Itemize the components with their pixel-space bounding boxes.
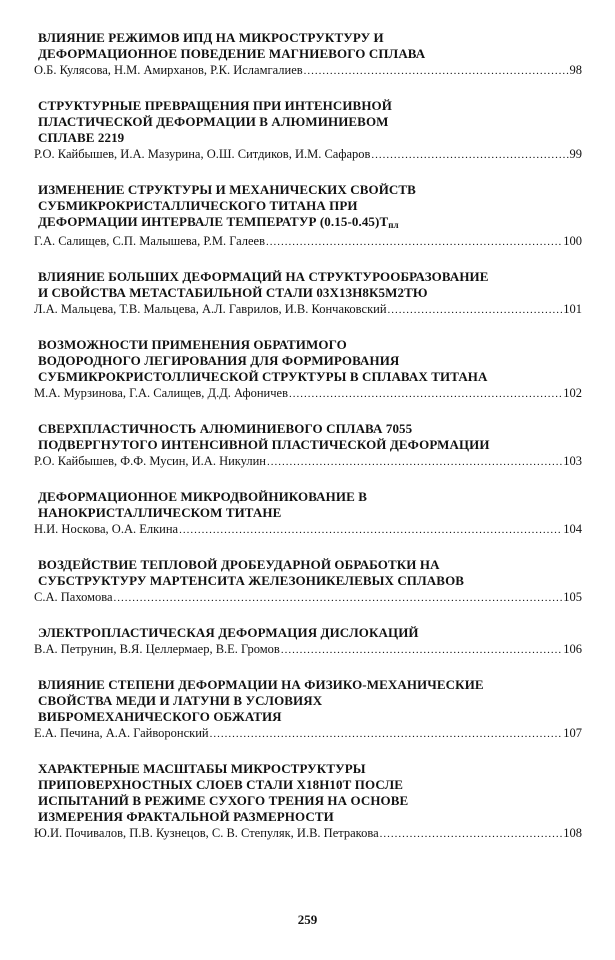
entry-title-text: ЭЛЕКТРОПЛАСТИЧЕСКАЯ ДЕФОРМАЦИЯ ДИСЛОКАЦИЙ [38,625,419,640]
toc-entry [34,98,582,163]
toc-entry [34,489,582,538]
entry-title [34,677,582,725]
toc-entry [34,625,582,658]
entry-authors-line [34,825,582,842]
toc-entry [34,269,582,318]
entry-title-line [38,693,582,709]
entry-title [34,30,582,62]
entry-title-text: И СВОЙСТВА МЕТАСТАБИЛЬНОЙ СТАЛИ 03Х13Н8К5М2ТЮ [38,285,428,300]
entry-authors: С.А. Пахомова [34,590,113,604]
entry-title-text: СПЛАВЕ 2219 [38,130,125,145]
entry-authors-line [34,62,582,79]
entry-authors: Л.А. Мальцева, Т.В. Мальцева, А.Л. Гаврилов, И.В. Кончаковский [34,302,387,316]
entry-title-text: ДЕФОРМАЦИИ ИНТЕРВАЛЕ ТЕМПЕРАТУР (0.15-0.45)Т [38,214,389,229]
entry-title-line [38,214,582,233]
entry-authors: Ю.И. Почивалов, П.В. Кузнецов, С. В. Степуляк, И.В. Петракова [34,826,379,840]
entry-title [34,421,582,453]
entry-authors-line [34,453,582,470]
entry-title-line [38,285,582,301]
dot-leader [281,642,562,658]
entry-page-number: 103 [563,454,582,468]
entry-title-line [38,182,582,198]
entry-page-number: 108 [563,826,582,840]
table-of-contents [34,30,582,861]
entry-title-line [38,505,582,521]
entry-title-text: ПРИПОВЕРХНОСТНЫХ СЛОЕВ СТАЛИ Х18Н10Т ПОСЛЕ [38,777,404,792]
entry-title [34,269,582,301]
entry-title-text: ВЛИЯНИЕ БОЛЬШИХ ДЕФОРМАЦИЙ НА СТРУКТУРООБРАЗОВАНИЕ [38,269,489,284]
entry-title-text: ХАРАКТЕРНЫЕ МАСШТАБЫ МИКРОСТРУКТУРЫ [38,761,366,776]
entry-page-number: 105 [563,590,582,604]
entry-title [34,557,582,589]
entry-authors: О.Б. Кулясова, Н.М. Амирханов, Р.К. Исламгалиев [34,63,303,77]
entry-title-line [38,369,582,385]
entry-page-number: 104 [563,522,582,536]
entry-authors-line [34,146,582,163]
entry-authors-line [34,589,582,606]
entry-title-text: ВЛИЯНИЕ СТЕПЕНИ ДЕФОРМАЦИИ НА ФИЗИКО-МЕХАНИЧЕСКИЕ [38,677,484,692]
entry-title [34,337,582,385]
entry-title-line [38,809,582,825]
entry-page-number: 102 [563,386,582,400]
entry-authors: Р.О. Кайбышев, Ф.Ф. Мусин, И.А. Никулин [34,454,267,468]
entry-title-line [38,777,582,793]
entry-title-line [38,30,582,46]
entry-title-text: ИЗМЕНЕНИЕ СТРУКТУРЫ И МЕХАНИЧЕСКИХ СВОЙСТВ [38,182,416,197]
entry-page-number: 107 [563,726,582,740]
entry-authors-line [34,233,582,250]
toc-entry [34,557,582,606]
entry-title-line [38,677,582,693]
dot-leader [304,63,569,79]
dot-leader [267,454,562,470]
entry-authors-line [34,521,582,538]
toc-entry [34,337,582,402]
page-number: 259 [297,912,318,927]
entry-authors: В.А. Петрунин, В.Я. Целлермаер, В.Е. Громов [34,642,280,656]
entry-title-text: ПЛАСТИЧЕСКОЙ ДЕФОРМАЦИИ В АЛЮМИНИЕВОМ [38,114,389,129]
entry-title-text: ВИБРОМЕХАНИЧЕСКОГО ОБЖАТИЯ [38,709,282,724]
dot-leader [289,386,562,402]
entry-title-text: ИЗМЕРЕНИЯ ФРАКТАЛЬНОЙ РАЗМЕРНОСТИ [38,809,334,824]
entry-title-line [38,337,582,353]
entry-title-text: НАНОКРИСТАЛЛИЧЕСКОМ ТИТАНЕ [38,505,282,520]
entry-title-text: ВОЗДЕЙСТВИЕ ТЕПЛОВОЙ ДРОБЕУДАРНОЙ ОБРАБОТКИ НА [38,557,440,572]
entry-title-text: ПОДВЕРГНУТОГО ИНТЕНСИВНОЙ ПЛАСТИЧЕСКОЙ ДЕФОРМАЦИИ [38,437,490,452]
entry-title-line [38,709,582,725]
entry-title-text: СУБМИКРОКРИСТАЛЛИЧЕСКОГО ТИТАНА ПРИ [38,198,358,213]
dot-leader [266,234,562,250]
entry-title [34,98,582,146]
entry-title [34,625,582,641]
entry-title-line [38,98,582,114]
entry-title-line [38,761,582,777]
entry-title-line [38,353,582,369]
entry-authors: Г.А. Салищев, С.П. Малышева, Р.М. Галеев [34,234,266,248]
entry-page-number: 106 [563,642,582,656]
entry-authors: Е.А. Печина, А.А. Гайворонский [34,726,209,740]
entry-title-text: СВЕРХПЛАСТИЧНОСТЬ АЛЮМИНИЕВОГО СПЛАВА 7055 [38,421,413,436]
entry-title-text: ИСПЫТАНИЙ В РЕЖИМЕ СУХОГО ТРЕНИЯ НА ОСНОВЕ [38,793,409,808]
entry-authors: Р.О. Кайбышев, И.А. Мазурина, О.Ш. Ситдиков, И.М. Сафаров [34,147,371,161]
entry-title-text: ВОДОРОДНОГО ЛЕГИРОВАНИЯ ДЛЯ ФОРМИРОВАНИЯ [38,353,400,368]
dot-leader [179,522,562,538]
entry-title-line [38,489,582,505]
entry-title-line [38,269,582,285]
entry-title [34,489,582,521]
entry-title-text: СУБСТРУКТУРУ МАРТЕНСИТА ЖЕЛЕЗОНИКЕЛЕВЫХ СПЛАВОВ [38,573,465,588]
entry-title-text: СВОЙСТВА МЕДИ И ЛАТУНИ В УСЛОВИЯХ [38,693,323,708]
toc-entry [34,677,582,742]
entry-title-line [38,46,582,62]
entry-title-text: СУБМИКРОКРИСТОЛЛИЧЕСКОЙ СТРУКТУРЫ В СПЛАВАХ ТИТАНА [38,369,488,384]
entry-authors-line [34,725,582,742]
dot-leader [380,826,563,842]
toc-entry [34,30,582,79]
entry-title-line [38,557,582,573]
entry-title [34,761,582,825]
entry-authors: Н.И. Носкова, О.А. Елкина [34,522,179,536]
entry-title-text: ВОЗМОЖНОСТИ ПРИМЕНЕНИЯ ОБРАТИМОГО [38,337,347,352]
entry-authors: М.А. Мурзинова, Г.А. Салищев, Д.Д. Афоничев [34,386,288,400]
entry-title-line [38,793,582,809]
entry-title-text: ДЕФОРМАЦИОННОЕ МИКРОДВОЙНИКОВАНИЕ В [38,489,367,504]
dot-leader [114,590,563,606]
entry-title-line [38,437,582,453]
entry-title-line [38,130,582,146]
dot-leader [388,302,563,318]
entry-title-line [38,114,582,130]
entry-page-number: 99 [569,147,582,161]
entry-title-text: ВЛИЯНИЕ РЕЖИМОВ ИПД НА МИКРОСТРУКТУРУ И [38,30,384,45]
entry-title-subscript: пл [388,220,399,230]
entry-title-line [38,573,582,589]
entry-title [34,182,582,233]
entry-title-line [38,625,582,641]
entry-page-number: 98 [569,63,582,77]
entry-title-line [38,198,582,214]
toc-entry [34,761,582,842]
entry-page-number: 101 [563,302,582,316]
entry-authors-line [34,385,582,402]
entry-title-line [38,421,582,437]
entry-authors-line [34,641,582,658]
dot-leader [371,147,568,163]
entry-title-text: ДЕФОРМАЦИОННОЕ ПОВЕДЕНИЕ МАГНИЕВОГО СПЛАВА [38,46,426,61]
dot-leader [210,726,563,742]
entry-title-text: СТРУКТУРНЫЕ ПРЕВРАЩЕНИЯ ПРИ ИНТЕНСИВНОЙ [38,98,392,113]
toc-entry [34,182,582,250]
entry-page-number: 100 [563,234,582,248]
toc-entry [34,421,582,470]
entry-authors-line [34,301,582,318]
